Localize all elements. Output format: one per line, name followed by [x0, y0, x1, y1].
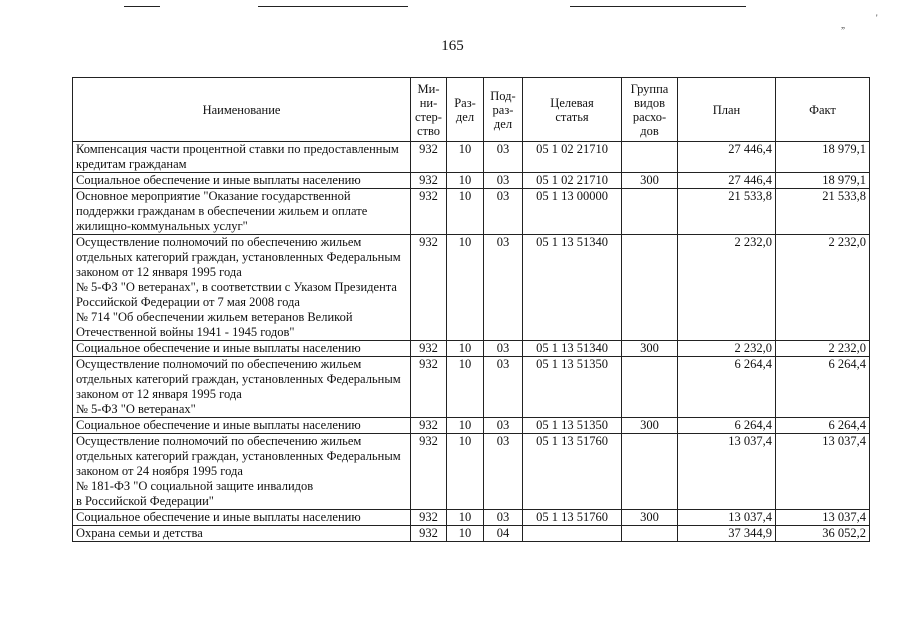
- cell-fact: 13 037,4: [776, 510, 870, 526]
- cell-expense-group: 300: [622, 173, 678, 189]
- cell-name: Охрана семьи и детства: [73, 526, 411, 542]
- header-plan: План: [678, 78, 776, 142]
- header-expense-group-text: Группа видов расхо- дов: [630, 81, 669, 138]
- cell-fact: 18 979,1: [776, 173, 870, 189]
- header-ministry-text: Ми- ни- стер- ство: [415, 81, 442, 138]
- cell-plan: 37 344,9: [678, 526, 776, 542]
- table-row: [73, 434, 870, 510]
- table-row: [73, 510, 870, 526]
- cell-ministry: 932: [411, 434, 447, 510]
- header-subsection-text: Под- раз- дел: [490, 88, 516, 131]
- cell-plan: 2 232,0: [678, 341, 776, 357]
- cell-subsection: 04: [484, 526, 523, 542]
- cell-target: 05 1 02 21710: [523, 142, 622, 173]
- cell-fact: 2 232,0: [776, 341, 870, 357]
- cell-section: 10: [447, 510, 484, 526]
- header-ministry: [411, 78, 447, 142]
- cell-target: 05 1 13 00000: [523, 189, 622, 235]
- header-section-text: Раз- дел: [454, 95, 476, 124]
- cell-section: 10: [447, 526, 484, 542]
- table-row: [73, 341, 870, 357]
- cell-subsection: 03: [484, 357, 523, 418]
- cell-plan: 27 446,4: [678, 173, 776, 189]
- table-row: [73, 418, 870, 434]
- cell-plan: 13 037,4: [678, 510, 776, 526]
- cell-subsection: 03: [484, 418, 523, 434]
- cell-name: Осуществление полномочий по обеспечению жильем отдельных категорий граждан, установленных Федеральным законом от 12 января 1995 года № 5-ФЗ "О ветеранах": [73, 357, 411, 418]
- header-expense-group: [622, 78, 678, 142]
- cell-target: [523, 526, 622, 542]
- cell-name: Основное мероприятие "Оказание государственной поддержки гражданам в обеспечении жильем и оплате жилищно-коммунальных услуг": [73, 189, 411, 235]
- cell-name: Социальное обеспечение и иные выплаты населению: [73, 510, 411, 526]
- cell-name: Осуществление полномочий по обеспечению жильем отдельных категорий граждан, установленных Федеральным законом от 24 ноября 1995 года № 181-ФЗ "О социальной защите инвалидов в Российской Федерации": [73, 434, 411, 510]
- cell-ministry: 932: [411, 341, 447, 357]
- cell-ministry: 932: [411, 142, 447, 173]
- cell-expense-group: [622, 434, 678, 510]
- table-row: [73, 357, 870, 418]
- table-body: [73, 142, 870, 542]
- cell-expense-group: 300: [622, 341, 678, 357]
- page-number: 165: [441, 38, 464, 54]
- cell-plan: 13 037,4: [678, 434, 776, 510]
- cell-target: 05 1 13 51760: [523, 434, 622, 510]
- cell-subsection: 03: [484, 173, 523, 189]
- header-target: [523, 78, 622, 142]
- cell-expense-group: [622, 142, 678, 173]
- header-target-text: Целевая статья: [550, 95, 594, 124]
- cell-fact: 6 264,4: [776, 418, 870, 434]
- scan-speck: ': [876, 13, 878, 23]
- cell-target: 05 1 13 51340: [523, 341, 622, 357]
- cell-name: Социальное обеспечение и иные выплаты населению: [73, 418, 411, 434]
- table-header-row: [73, 78, 870, 142]
- cell-ministry: 932: [411, 526, 447, 542]
- cell-section: 10: [447, 357, 484, 418]
- cell-section: 10: [447, 235, 484, 341]
- cell-fact: 36 052,2: [776, 526, 870, 542]
- cell-subsection: 03: [484, 434, 523, 510]
- cell-target: 05 1 13 51350: [523, 357, 622, 418]
- cell-fact: 21 533,8: [776, 189, 870, 235]
- cell-plan: 27 446,4: [678, 142, 776, 173]
- cell-ministry: 932: [411, 189, 447, 235]
- cell-fact: 6 264,4: [776, 357, 870, 418]
- cell-target: 05 1 13 51760: [523, 510, 622, 526]
- cell-ministry: 932: [411, 357, 447, 418]
- cell-target: 05 1 13 51340: [523, 235, 622, 341]
- table-row: [73, 526, 870, 542]
- cell-section: 10: [447, 142, 484, 173]
- cell-target: 05 1 13 51350: [523, 418, 622, 434]
- cell-target: 05 1 02 21710: [523, 173, 622, 189]
- cell-fact: 13 037,4: [776, 434, 870, 510]
- cell-expense-group: [622, 189, 678, 235]
- header-subsection: [484, 78, 523, 142]
- cell-expense-group: 300: [622, 418, 678, 434]
- cell-ministry: 932: [411, 235, 447, 341]
- scan-speck: „: [841, 20, 845, 30]
- cell-subsection: 03: [484, 510, 523, 526]
- cell-plan: 2 232,0: [678, 235, 776, 341]
- table-row: [73, 235, 870, 341]
- cell-subsection: 03: [484, 341, 523, 357]
- cell-subsection: 03: [484, 189, 523, 235]
- cell-fact: 2 232,0: [776, 235, 870, 341]
- cell-section: 10: [447, 189, 484, 235]
- scan-line: [124, 6, 160, 7]
- cell-expense-group: [622, 526, 678, 542]
- cell-name: Социальное обеспечение и иные выплаты населению: [73, 341, 411, 357]
- header-name: Наименование: [73, 78, 411, 142]
- header-fact: Факт: [776, 78, 870, 142]
- cell-name: Осуществление полномочий по обеспечению жильем отдельных категорий граждан, установленных Федеральным законом от 12 января 1995 года № 5-ФЗ "О ветеранах", в соответствии с Указом Президента Российской Федерации от 7 мая 2008 года № 714 "Об обеспечении жильем ветеранов Великой Отечественной войны 1941 - 1945 годов": [73, 235, 411, 341]
- scan-line: [258, 6, 408, 7]
- cell-fact: 18 979,1: [776, 142, 870, 173]
- cell-expense-group: [622, 235, 678, 341]
- table-row: [73, 173, 870, 189]
- cell-name: Компенсация части процентной ставки по предоставленным кредитам гражданам: [73, 142, 411, 173]
- cell-section: 10: [447, 173, 484, 189]
- cell-expense-group: 300: [622, 510, 678, 526]
- table-row: [73, 142, 870, 173]
- header-section: [447, 78, 484, 142]
- cell-name: Социальное обеспечение и иные выплаты населению: [73, 173, 411, 189]
- cell-subsection: 03: [484, 235, 523, 341]
- cell-section: 10: [447, 341, 484, 357]
- cell-ministry: 932: [411, 418, 447, 434]
- budget-table: [72, 77, 870, 542]
- cell-subsection: 03: [484, 142, 523, 173]
- cell-plan: 21 533,8: [678, 189, 776, 235]
- cell-ministry: 932: [411, 173, 447, 189]
- table-row: [73, 189, 870, 235]
- cell-plan: 6 264,4: [678, 418, 776, 434]
- cell-expense-group: [622, 357, 678, 418]
- scan-line: [570, 6, 746, 7]
- cell-plan: 6 264,4: [678, 357, 776, 418]
- cell-section: 10: [447, 434, 484, 510]
- cell-ministry: 932: [411, 510, 447, 526]
- cell-section: 10: [447, 418, 484, 434]
